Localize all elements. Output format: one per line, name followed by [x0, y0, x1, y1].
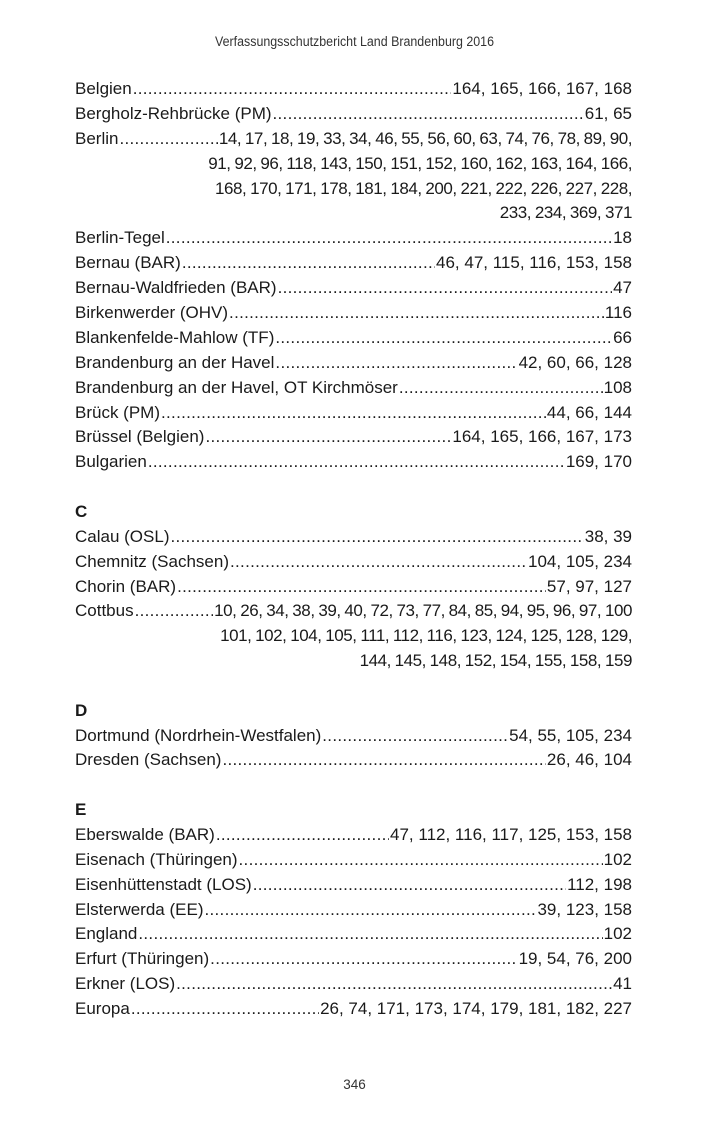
index-entry	[75, 550, 632, 575]
entry-line	[75, 922, 632, 947]
entry-pages: 26, 46, 104	[546, 750, 632, 770]
entry-pages: 14, 17, 18, 19, 33, 34, 46, 55, 56, 60, 63, 74, 76, 78, 89, 90,	[218, 128, 632, 148]
dot-leader	[210, 947, 517, 972]
entry-pages: 169, 170	[565, 452, 632, 472]
dot-leader	[131, 997, 319, 1022]
dot-leader	[176, 972, 612, 997]
dot-leader	[177, 575, 546, 600]
entry-line	[75, 351, 632, 376]
entry-pages: 112, 198	[567, 874, 632, 894]
entry-term: England	[75, 924, 138, 944]
dot-leader	[253, 873, 566, 898]
entry-pages: 116	[604, 303, 632, 323]
entry-line	[75, 550, 632, 575]
entry-pages: 66	[613, 327, 632, 347]
entry-line	[75, 748, 632, 773]
entry-pages: 104, 105, 234	[528, 551, 632, 571]
index-entry	[75, 947, 632, 972]
dot-leader	[229, 301, 604, 326]
entry-pages: 54, 55, 105, 234	[509, 725, 632, 745]
entry-term: Erfurt (Thüringen)	[75, 949, 210, 969]
entry-term: Brandenburg an der Havel, OT Kirchmöser	[75, 377, 398, 397]
entry-pages-continued: 144, 145, 148, 152, 154, 155, 158, 159	[359, 651, 632, 671]
entry-line	[75, 127, 632, 152]
index-entry	[75, 326, 632, 351]
entry-pages: 102	[603, 849, 632, 869]
entry-line	[75, 525, 632, 550]
entry-term: Europa	[75, 999, 130, 1019]
dot-leader	[138, 922, 602, 947]
entry-term: Brück (PM)	[75, 402, 160, 422]
entry-line	[75, 376, 632, 401]
entry-line	[75, 226, 632, 251]
section-letter: C	[75, 501, 88, 521]
entry-term: Eberswalde (BAR)	[75, 824, 215, 844]
dot-leader	[273, 102, 584, 127]
entry-pages: 39, 123, 158	[537, 899, 632, 919]
page-number: 346	[343, 1077, 366, 1092]
entry-pages-continued: 233, 234, 369, 371	[499, 203, 632, 223]
entry-line	[75, 450, 632, 475]
dot-leader	[275, 326, 612, 351]
entry-term: Brandenburg an der Havel	[75, 352, 275, 372]
entry-pages: 44, 66, 144	[546, 402, 632, 422]
index-list	[75, 77, 632, 1022]
entry-pages-continued: 168, 170, 171, 178, 181, 184, 200, 221, 222, 226, 227, 228,	[215, 178, 632, 198]
index-entry	[75, 972, 632, 997]
index-entry	[75, 401, 632, 426]
entry-term: Bulgarien	[75, 452, 147, 472]
index-entry	[75, 376, 632, 401]
entry-pages: 108	[603, 377, 632, 397]
section-gap	[75, 475, 632, 500]
index-entry	[75, 525, 632, 550]
entry-pages: 164, 165, 166, 167, 168	[452, 79, 632, 98]
entry-pages-continued: 91, 92, 96, 118, 143, 150, 151, 152, 160, 162, 163, 164, 166,	[208, 153, 632, 173]
index-entry	[75, 251, 632, 276]
entry-pages: 42, 60, 66, 128	[518, 352, 632, 372]
entry-pages: 164, 165, 166, 167, 173	[452, 427, 632, 447]
entry-pages: 19, 54, 76, 200	[518, 949, 632, 969]
entry-term: Chorin (BAR)	[75, 576, 177, 596]
index-entry	[75, 450, 632, 475]
entry-term: Cottbus	[75, 601, 134, 621]
entry-pages: 26, 74, 171, 173, 174, 179, 181, 182, 227	[320, 999, 632, 1019]
index-entry	[75, 351, 632, 376]
index-entry	[75, 425, 632, 450]
section-letter: E	[75, 799, 87, 819]
index-entry	[75, 724, 632, 749]
entry-pages: 47	[613, 278, 632, 298]
dot-leader	[204, 898, 536, 923]
entry-term: Eisenach (Thüringen)	[75, 849, 238, 869]
entry-pages: 102	[603, 924, 632, 944]
index-entry	[75, 127, 632, 227]
entry-term: Bergholz-Rehbrücke (PM)	[75, 103, 272, 123]
entry-term: Brüssel (Belgien)	[75, 427, 205, 447]
dot-leader	[322, 724, 508, 749]
dot-leader	[239, 848, 603, 873]
dot-leader	[182, 251, 435, 276]
section-letter: D	[75, 700, 88, 720]
index-entry	[75, 575, 632, 600]
entry-line	[75, 575, 632, 600]
entry-term: Dortmund (Nordrhein-Westfalen)	[75, 725, 322, 745]
index-entry	[75, 599, 632, 674]
entry-line	[75, 401, 632, 426]
entry-pages: 41	[613, 974, 632, 994]
dot-leader	[222, 748, 545, 773]
entry-line	[75, 301, 632, 326]
entry-line	[75, 997, 632, 1022]
entry-line	[75, 425, 632, 450]
dot-leader	[170, 525, 583, 550]
entry-pages: 18	[613, 228, 632, 248]
entry-term: Bernau-Waldfrieden (BAR)	[75, 278, 277, 298]
entry-line	[75, 326, 632, 351]
entry-term: Eisenhüttenstadt (LOS)	[75, 874, 252, 894]
dot-leader	[230, 550, 527, 575]
running-header: Verfassungsschutzbericht Land Brandenburg 2016	[215, 34, 494, 49]
index-entry	[75, 77, 632, 102]
dot-leader	[205, 425, 451, 450]
entry-line	[75, 724, 632, 749]
entry-term: Belgien	[75, 79, 132, 98]
dot-leader	[148, 450, 565, 475]
entry-term: Berlin	[75, 128, 119, 148]
entry-term: Blankenfelde-Mahlow (TF)	[75, 327, 275, 347]
entry-term: Bernau (BAR)	[75, 253, 181, 273]
entry-term: Calau (OSL)	[75, 526, 170, 546]
entry-pages: 38, 39	[584, 526, 632, 546]
index-entry	[75, 898, 632, 923]
section-gap	[75, 773, 632, 798]
dot-leader	[216, 823, 389, 848]
entry-term: Chemnitz (Sachsen)	[75, 551, 230, 571]
dot-leader	[119, 127, 217, 152]
entry-pages: 57, 97, 127	[546, 576, 632, 596]
entry-line	[75, 898, 632, 923]
dot-leader	[278, 276, 613, 301]
index-entry	[75, 997, 632, 1022]
index-entry	[75, 873, 632, 898]
dot-leader	[275, 351, 517, 376]
entry-line	[75, 102, 632, 127]
entry-line	[75, 599, 632, 624]
dot-leader	[166, 226, 612, 251]
entry-line	[75, 873, 632, 898]
section-gap	[75, 674, 632, 699]
dot-leader	[135, 599, 214, 624]
entry-term: Elsterwerda (EE)	[75, 899, 204, 919]
entry-term: Berlin-Tegel	[75, 228, 165, 248]
entry-pages-continued: 101, 102, 104, 105, 111, 112, 116, 123, 124, 125, 128, 129,	[220, 626, 632, 646]
index-entry	[75, 748, 632, 773]
entry-term: Erkner (LOS)	[75, 974, 176, 994]
entry-pages: 46, 47, 115, 116, 153, 158	[436, 253, 632, 273]
dot-leader	[133, 77, 452, 102]
entry-line	[75, 823, 632, 848]
index-entry	[75, 848, 632, 873]
entry-line	[75, 972, 632, 997]
index-entry	[75, 226, 632, 251]
entry-term: Birkenwerder (OHV)	[75, 303, 229, 323]
dot-leader	[161, 401, 546, 426]
entry-pages: 47, 112, 116, 117, 125, 153, 158	[390, 824, 632, 844]
index-entry	[75, 276, 632, 301]
entry-line	[75, 251, 632, 276]
entry-line	[75, 77, 632, 102]
entry-pages: 61, 65	[584, 103, 632, 123]
entry-line	[75, 276, 632, 301]
dot-leader	[399, 376, 603, 401]
index-entry	[75, 823, 632, 848]
entry-pages: 10, 26, 34, 38, 39, 40, 72, 73, 77, 84, 85, 94, 95, 96, 97, 100	[214, 601, 632, 621]
index-entry	[75, 922, 632, 947]
entry-line	[75, 848, 632, 873]
index-entry	[75, 102, 632, 127]
index-entry	[75, 301, 632, 326]
entry-term: Dresden (Sachsen)	[75, 750, 222, 770]
entry-line	[75, 947, 632, 972]
